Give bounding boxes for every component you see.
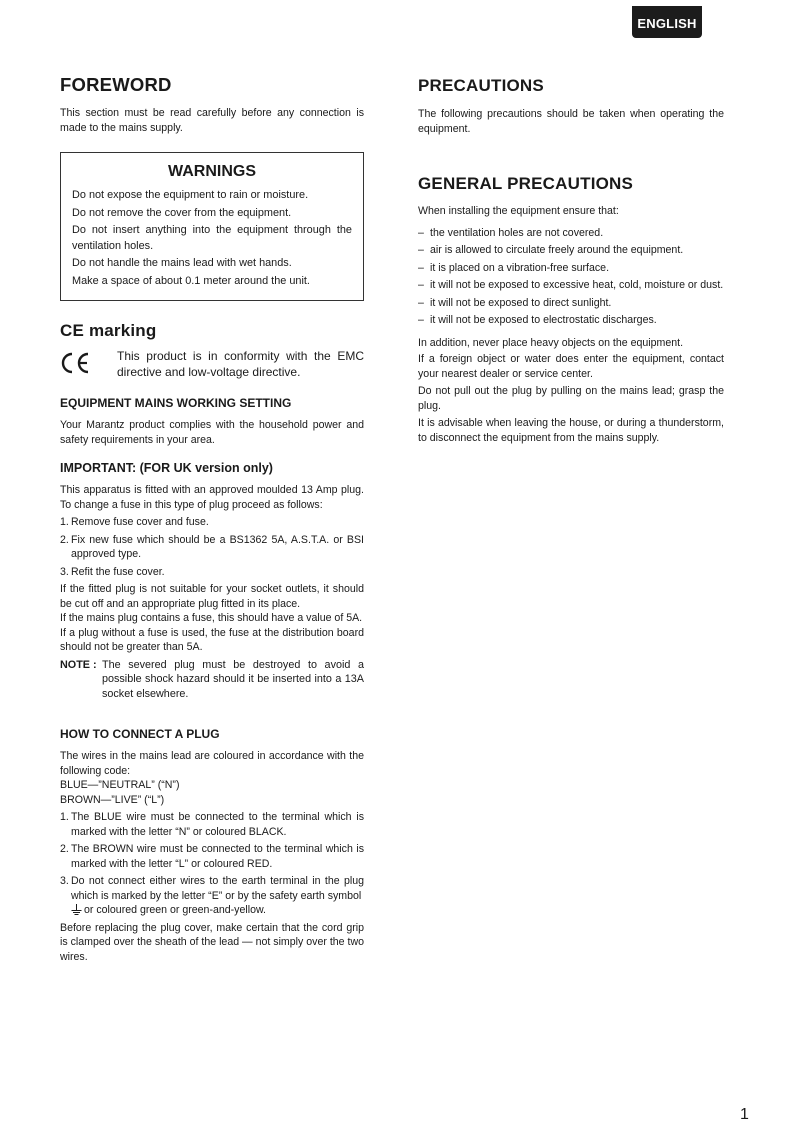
important-title: IMPORTANT: (FOR UK version only) bbox=[60, 461, 273, 475]
note-text: The severed plug must be destroyed to avoid a possible shock hazard should it be inserted into a 13A socket elsewhere. bbox=[102, 658, 364, 700]
warning-item: Do not expose the equipment to rain or moisture. bbox=[72, 189, 309, 201]
code-blue: BLUE—”NEUTRAL” (“N”) bbox=[60, 779, 180, 791]
list-item: – it will not be exposed to electrostatic discharges. bbox=[418, 313, 724, 328]
right-column bbox=[418, 74, 724, 445]
mains-setting-text: Your Marantz product complies with the household power and safety requirements in your area. bbox=[60, 419, 364, 446]
general-paragraph: Do not pull out the plug by pulling on the mains lead; grasp the plug. bbox=[418, 385, 724, 412]
foreword-intro: This section must be read carefully before any connection is made to the mains supply. bbox=[60, 107, 364, 134]
important-intro: This apparatus is fitted with an approved moulded 13 Amp plug. To change a fuse in this type of plug proceed as follows: bbox=[60, 484, 364, 511]
list-item: – it will not be exposed to direct sunlight. bbox=[418, 296, 724, 311]
ce-marking-text: This product is in conformity with the EMC directive and low-voltage directive. bbox=[117, 349, 364, 379]
list-item: 1. The BLUE wire must be connected to the terminal which is marked with the letter “N” or coloured BLACK. bbox=[60, 811, 364, 838]
ce-mark-icon bbox=[60, 351, 100, 375]
general-precautions-title: GENERAL PRECAUTIONS bbox=[418, 174, 634, 193]
note-label: NOTE : bbox=[60, 658, 97, 671]
warnings-box bbox=[60, 152, 364, 301]
earth-ground-icon bbox=[71, 904, 82, 915]
connect-plug-title: HOW TO CONNECT A PLUG bbox=[60, 727, 220, 741]
ce-marking-title: CE marking bbox=[60, 321, 157, 340]
fuse-steps-list bbox=[60, 515, 364, 579]
important-paragraph: If a plug without a fuse is used, the fuse at the distribution board should not be greater than 5A. bbox=[60, 626, 364, 653]
important-paragraph: If the fitted plug is not suitable for your socket outlets, it should be cut off and an appropriate plug fitted in its place. bbox=[60, 583, 364, 610]
ce-marking-row bbox=[60, 349, 364, 380]
list-item: 2. Fix new fuse which should be a BS1362 5A, A.S.T.A. or BSI approved type. bbox=[60, 533, 364, 560]
general-precautions-list bbox=[418, 226, 724, 328]
precautions-title: PRECAUTIONS bbox=[418, 76, 544, 95]
left-column bbox=[60, 74, 364, 964]
connect-steps-list bbox=[60, 810, 364, 918]
note bbox=[60, 658, 364, 702]
general-intro: When installing the equipment ensure that: bbox=[418, 205, 619, 217]
warning-item: Do not remove the cover from the equipment. bbox=[72, 206, 292, 219]
list-item: – it will not be exposed to excessive heat, cold, moisture or dust. bbox=[418, 278, 724, 293]
warning-item: Make a space of about 0.1 meter around the unit. bbox=[72, 274, 310, 287]
list-item: 1. Remove fuse cover and fuse. bbox=[60, 516, 209, 528]
warnings-title: WARNINGS bbox=[168, 163, 256, 180]
connect-closing: Before replacing the plug cover, make certain that the cord grip is clamped over the sheath of the lead — not simply over the two wires. bbox=[60, 921, 364, 963]
list-item: 3. Refit the fuse cover. bbox=[60, 565, 165, 578]
general-paragraph: It is advisable when leaving the house, or during a thunderstorm, to disconnect the equipment from the mains supply. bbox=[418, 417, 724, 444]
mains-setting-title: EQUIPMENT MAINS WORKING SETTING bbox=[60, 396, 292, 410]
list-item: – the ventilation holes are not covered. bbox=[418, 226, 724, 241]
important-paragraph: If the mains plug contains a fuse, this should have a value of 5A. bbox=[60, 612, 363, 624]
list-item: – air is allowed to circulate freely around the equipment. bbox=[418, 243, 724, 258]
general-paragraph: In addition, never place heavy objects on the equipment. bbox=[418, 336, 684, 349]
code-brown: BROWN—”LIVE” (“L”) bbox=[60, 793, 165, 806]
warning-item: Do not handle the mains lead with wet hands. bbox=[72, 257, 292, 269]
page-number: 1 bbox=[740, 1106, 749, 1123]
general-paragraph: If a foreign object or water does enter the equipment, contact your nearest dealer or service center. bbox=[418, 353, 724, 380]
warning-item: Do not insert anything into the equipment through the ventilation holes. bbox=[72, 224, 352, 252]
language-tab: ENGLISH bbox=[632, 6, 702, 38]
connect-intro: The wires in the mains lead are coloured in accordance with the following code: bbox=[60, 750, 364, 777]
list-item: 3. Do not connect either wires to the earth terminal in the plug which is marked by the letter “E” or by the safety earth symbol or coloured green or green-and-yellow. bbox=[60, 875, 364, 916]
foreword-title: FOREWORD bbox=[60, 74, 172, 95]
precautions-text: The following precautions should be taken when operating the equipment. bbox=[418, 108, 724, 135]
list-item: – it is placed on a vibration-free surface. bbox=[418, 261, 724, 276]
list-item: 2. The BROWN wire must be connected to the terminal which is marked with the letter “L” or coloured RED. bbox=[60, 843, 364, 870]
